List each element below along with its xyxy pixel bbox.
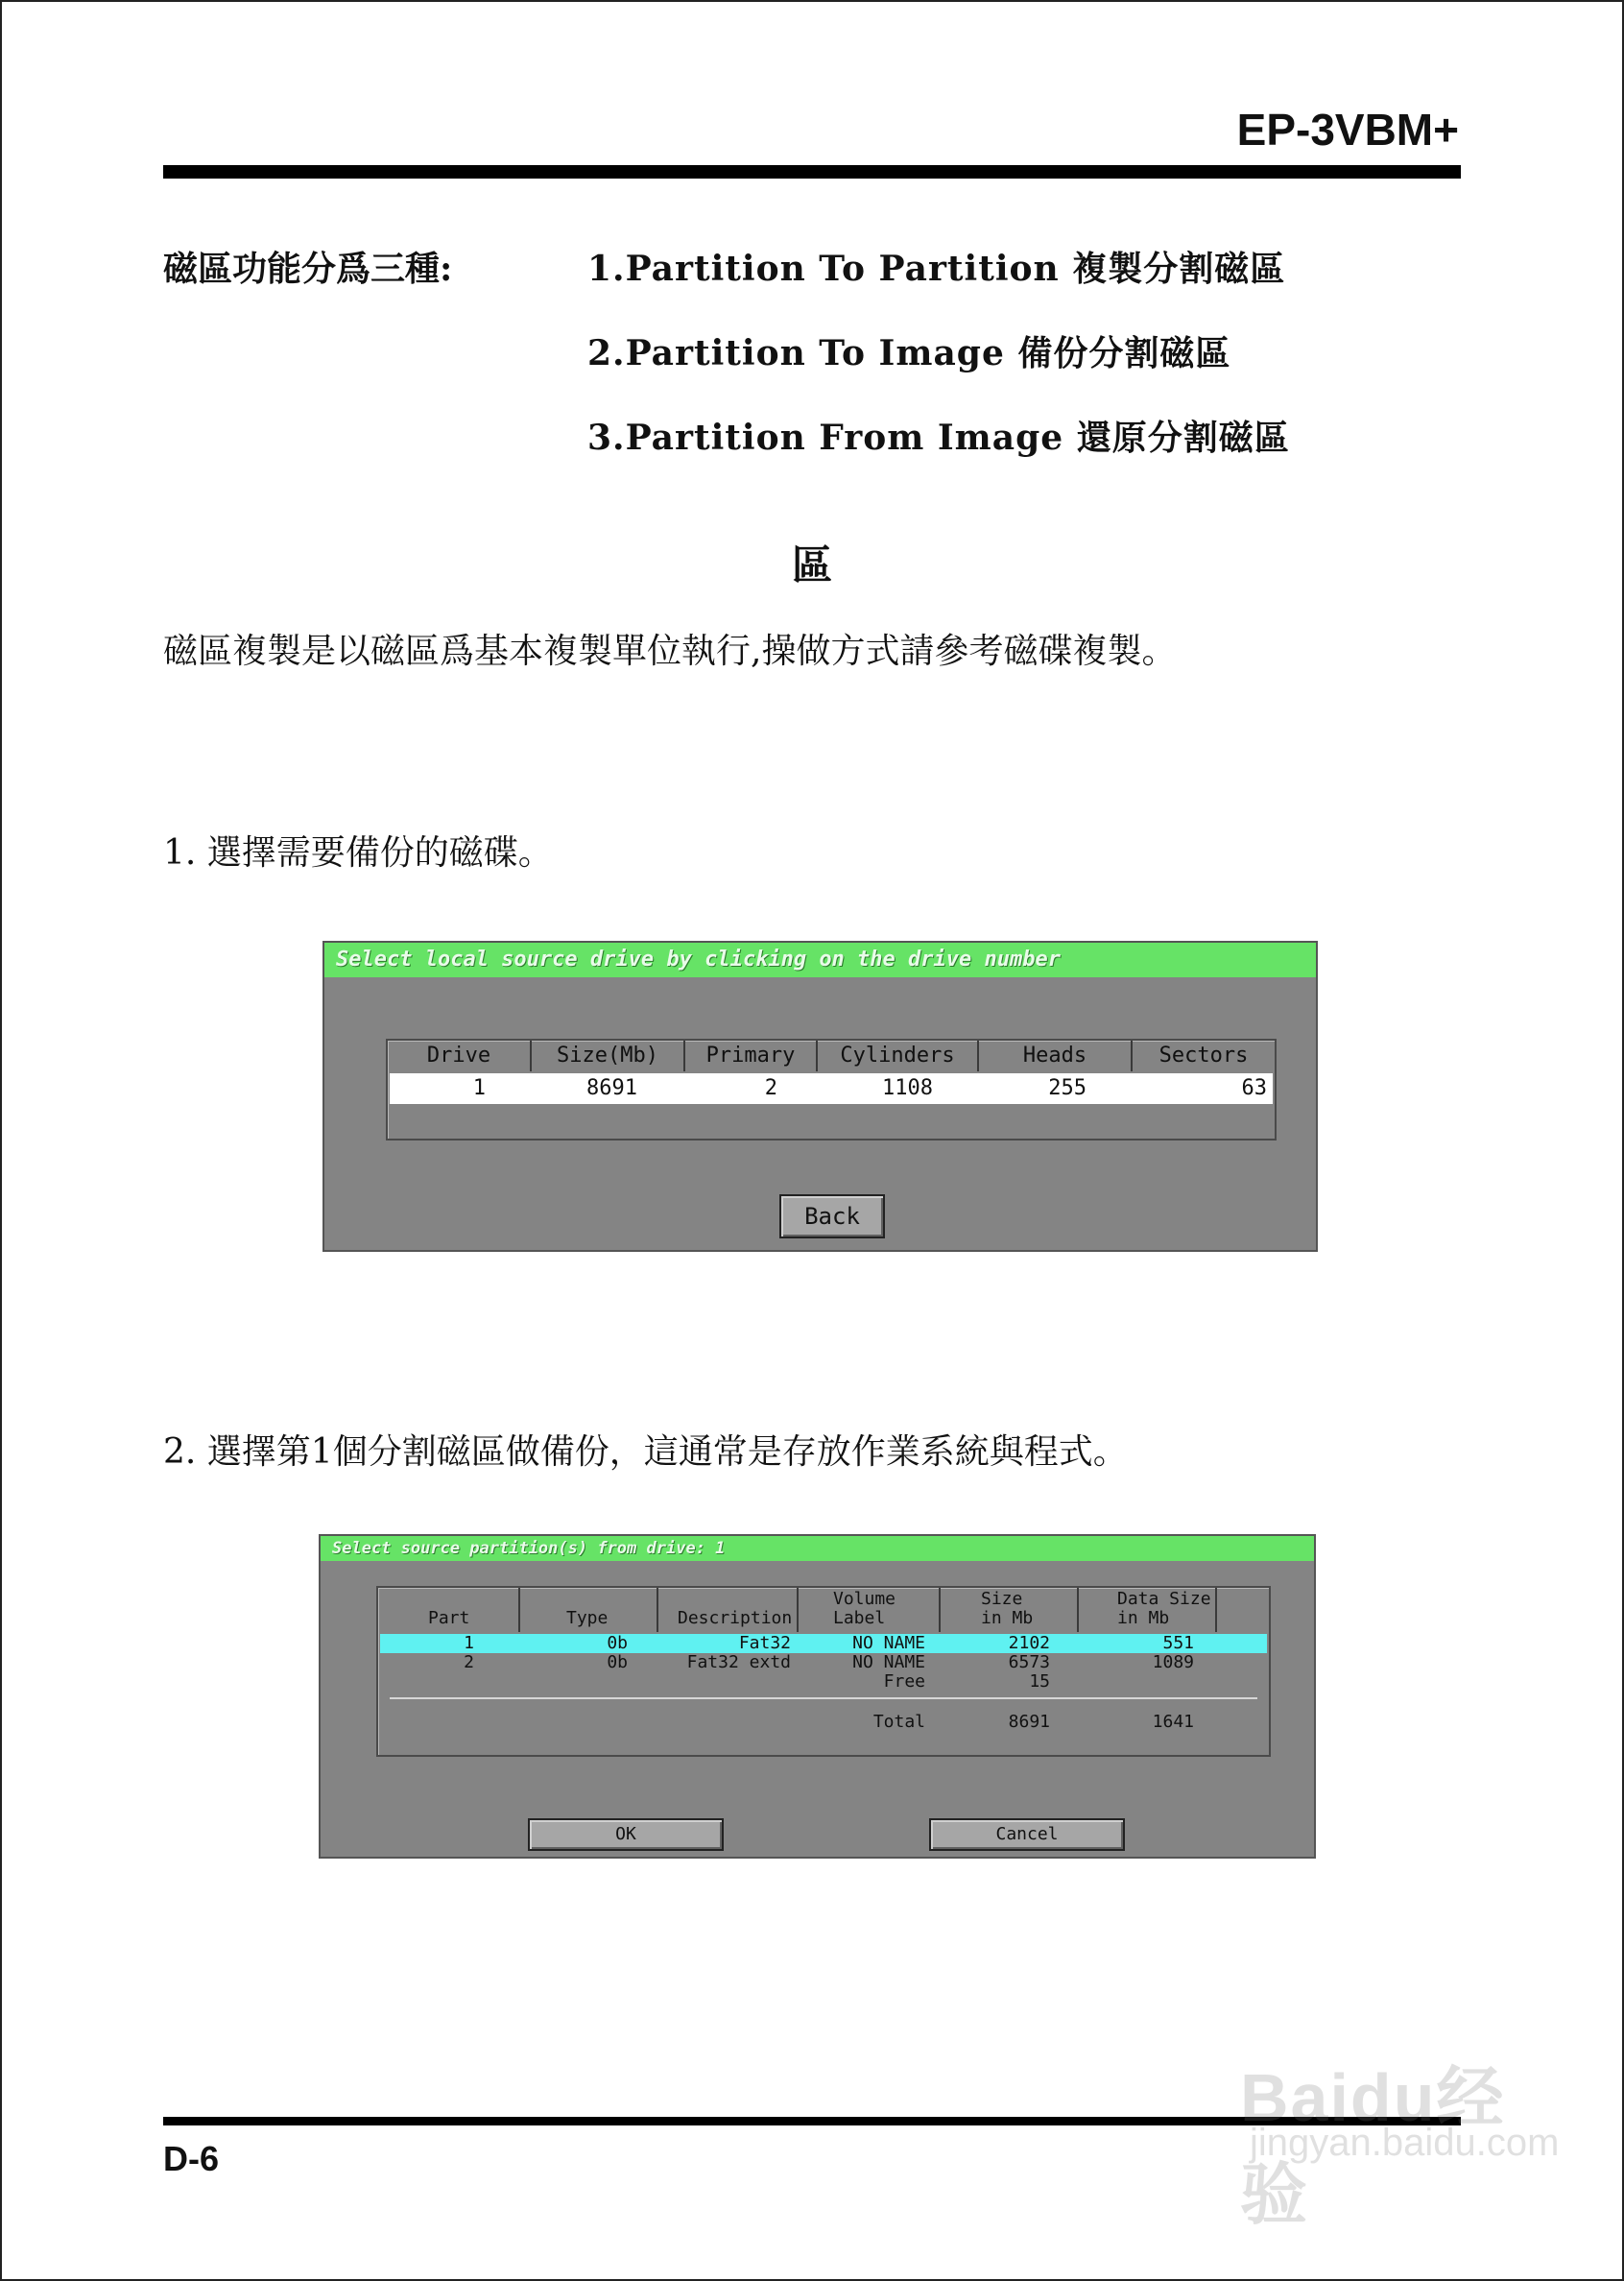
header-divider: [939, 1588, 941, 1632]
total-divider: [390, 1697, 1257, 1699]
cell-volume-label: NO NAME: [852, 1652, 925, 1672]
select-drive-window: [322, 941, 1318, 1252]
total-size: 8691: [1008, 1712, 1050, 1732]
watermark-url: jingyan.baidu.com: [1250, 2122, 1560, 2164]
ok-button[interactable]: OK: [528, 1818, 724, 1851]
total-data-size: 1641: [1152, 1712, 1194, 1732]
cell-size: 6573: [1008, 1652, 1050, 1672]
table-row[interactable]: [390, 1073, 1273, 1104]
cell-data-size: 551: [1162, 1633, 1194, 1653]
cell-heads: 255: [1048, 1076, 1087, 1100]
column-header-size[interactable]: Size in Mb: [981, 1589, 1034, 1628]
header-divider: [1215, 1588, 1217, 1632]
column-header-drive[interactable]: Drive: [388, 1041, 532, 1071]
column-header-description[interactable]: Description: [678, 1608, 793, 1628]
header-divider: [797, 1588, 799, 1632]
header-divider: [518, 1588, 520, 1632]
header-rule: [163, 165, 1461, 179]
column-header-type[interactable]: Type: [566, 1608, 609, 1628]
watermark-brand: Baidu经验: [1240, 2060, 1506, 2232]
cell-part: 2: [464, 1652, 474, 1672]
cell-sectors: 63: [1241, 1076, 1267, 1100]
column-header-data-size[interactable]: Data Size in Mb: [1117, 1589, 1211, 1628]
model-name: EP-3VBM+: [1236, 105, 1459, 155]
cell-size: 2102: [1008, 1633, 1050, 1653]
function-item-3: 3.Partition From Image 還原分割磁區: [587, 418, 1290, 458]
cell-size: 8691: [586, 1076, 637, 1100]
header-divider: [1077, 1588, 1079, 1632]
cell-cylinders: 1108: [882, 1076, 933, 1100]
step-1-text: 1. 選擇需要備份的磁碟。: [163, 833, 553, 873]
total-label: Total: [872, 1712, 925, 1732]
cell-free-label: Free: [883, 1671, 925, 1692]
cell-free-size: 15: [1029, 1671, 1050, 1692]
step-2-text: 2. 選擇第1個分割磁區做備份，這通常是存放作業系統與程式。: [163, 1432, 1128, 1472]
cell-data-size: 1089: [1152, 1652, 1194, 1672]
column-header-primary[interactable]: Primary: [685, 1041, 818, 1071]
select-partition-window: [319, 1534, 1316, 1859]
drive-table: [386, 1039, 1277, 1140]
window-title: Select local source drive by clicking on the drive number: [324, 943, 1316, 977]
cell-part: 1: [464, 1633, 474, 1653]
cell-primary: 2: [764, 1076, 777, 1100]
column-header-cylinders[interactable]: Cylinders: [818, 1041, 979, 1071]
back-button[interactable]: Back: [779, 1194, 885, 1238]
intro-label: 磁區功能分爲三種:: [163, 249, 453, 289]
cell-description: Fat32: [738, 1633, 791, 1653]
cell-volume-label: NO NAME: [852, 1633, 925, 1653]
column-header-sectors[interactable]: Sectors: [1158, 1044, 1249, 1068]
partition-table: [376, 1586, 1271, 1757]
cell-type: 0b: [607, 1633, 628, 1653]
cell-drive: 1: [472, 1076, 486, 1100]
header-divider: [657, 1588, 658, 1632]
window-title: Select source partition(s) from drive: 1: [321, 1536, 1314, 1561]
column-header-volume-label[interactable]: Volume Label: [833, 1589, 896, 1628]
column-header-part[interactable]: Part: [428, 1608, 470, 1628]
function-item-2: 2.Partition To Image 備份分割磁區: [587, 333, 1231, 373]
paragraph-intro: 磁區複製是以磁區爲基本複製單位執行,操做方式請參考磁碟複製。: [163, 632, 1177, 671]
function-item-1: 1.Partition To Partition 複製分割磁區: [587, 249, 1286, 289]
column-header-heads[interactable]: Heads: [979, 1041, 1133, 1071]
page-number: D-6: [163, 2139, 220, 2178]
cancel-button[interactable]: Cancel: [929, 1818, 1125, 1851]
section-title: 區: [791, 541, 832, 588]
baidu-watermark: [1240, 2030, 1560, 2232]
cell-description: Fat32 extd: [686, 1652, 791, 1672]
column-header-size[interactable]: Size(Mb): [532, 1041, 685, 1071]
cell-type: 0b: [607, 1652, 628, 1672]
